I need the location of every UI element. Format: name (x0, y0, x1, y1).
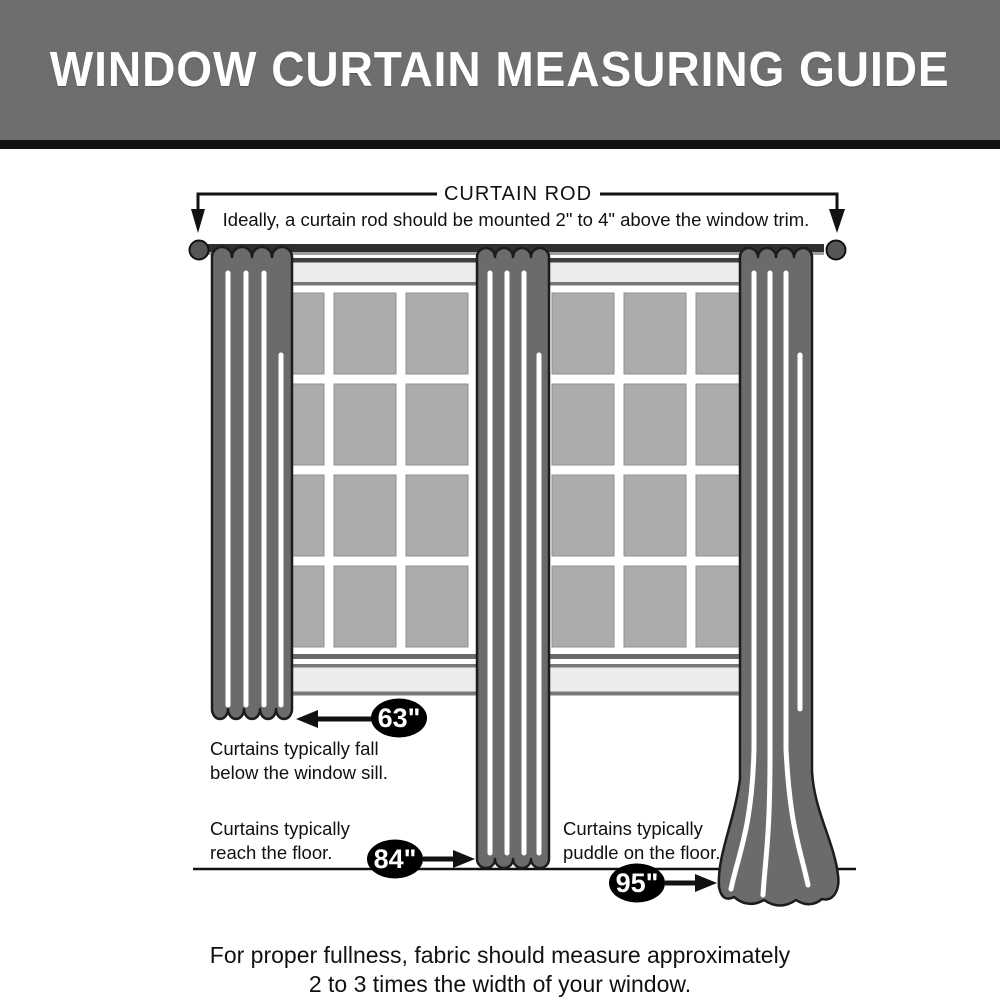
window-pane (406, 566, 468, 647)
curtain-panel-center (477, 248, 549, 868)
window-pane (406, 475, 468, 556)
window-pane (552, 293, 614, 374)
window-pane (406, 293, 468, 374)
length-annotation-puddle (563, 818, 720, 903)
rod-callout (191, 183, 845, 233)
window-pane (406, 384, 468, 465)
window-pane (624, 384, 686, 465)
window-pane (334, 566, 396, 647)
measuring-diagram (0, 149, 1000, 929)
window-pane (334, 475, 396, 556)
arrow-down-right-icon (829, 209, 845, 233)
rod-callout-label: CURTAIN ROD (443, 183, 593, 205)
curtain-panel-left (212, 247, 292, 719)
footer-line1: For proper fullness, fabric should measure approximately (209, 942, 791, 968)
page-title: WINDOW CURTAIN MEASURING GUIDE (50, 43, 950, 97)
window-pane (624, 475, 686, 556)
rod-finial-left-icon (190, 241, 209, 260)
window-pane (552, 384, 614, 465)
puddle-caption-line1: Curtains typically (563, 818, 703, 839)
window-pane (334, 293, 396, 374)
length-value: 95" (615, 868, 659, 898)
diagram (0, 149, 1000, 929)
arrow-right-icon (695, 874, 717, 892)
rod-callout-description: Ideally, a curtain rod should be mounted 2" to 4" above the window trim. (222, 209, 810, 230)
window-pane (552, 566, 614, 647)
footer-note (0, 929, 1000, 998)
window-pane (624, 566, 686, 647)
sill-caption-line1: Curtains typically fall (210, 738, 379, 759)
window-pane (624, 293, 686, 374)
length-value: 63" (377, 703, 421, 733)
floor-caption-line2: reach the floor. (210, 842, 333, 863)
footer-line2: 2 to 3 times the width of your window. (308, 971, 692, 997)
window-pane (334, 384, 396, 465)
rod-finial-right-icon (827, 241, 846, 260)
window-panes-right (552, 293, 758, 647)
puddle-caption-line2: puddle on the floor. (563, 842, 721, 863)
header-banner (0, 0, 1000, 149)
floor-caption-line1: Curtains typically (210, 818, 350, 839)
window-pane (552, 475, 614, 556)
length-value: 84" (373, 844, 417, 874)
sill-caption-line2: below the window sill. (210, 762, 388, 783)
arrow-down-left-icon (191, 209, 205, 233)
arrow-left-icon (296, 710, 318, 728)
arrow-right-icon (453, 850, 475, 868)
